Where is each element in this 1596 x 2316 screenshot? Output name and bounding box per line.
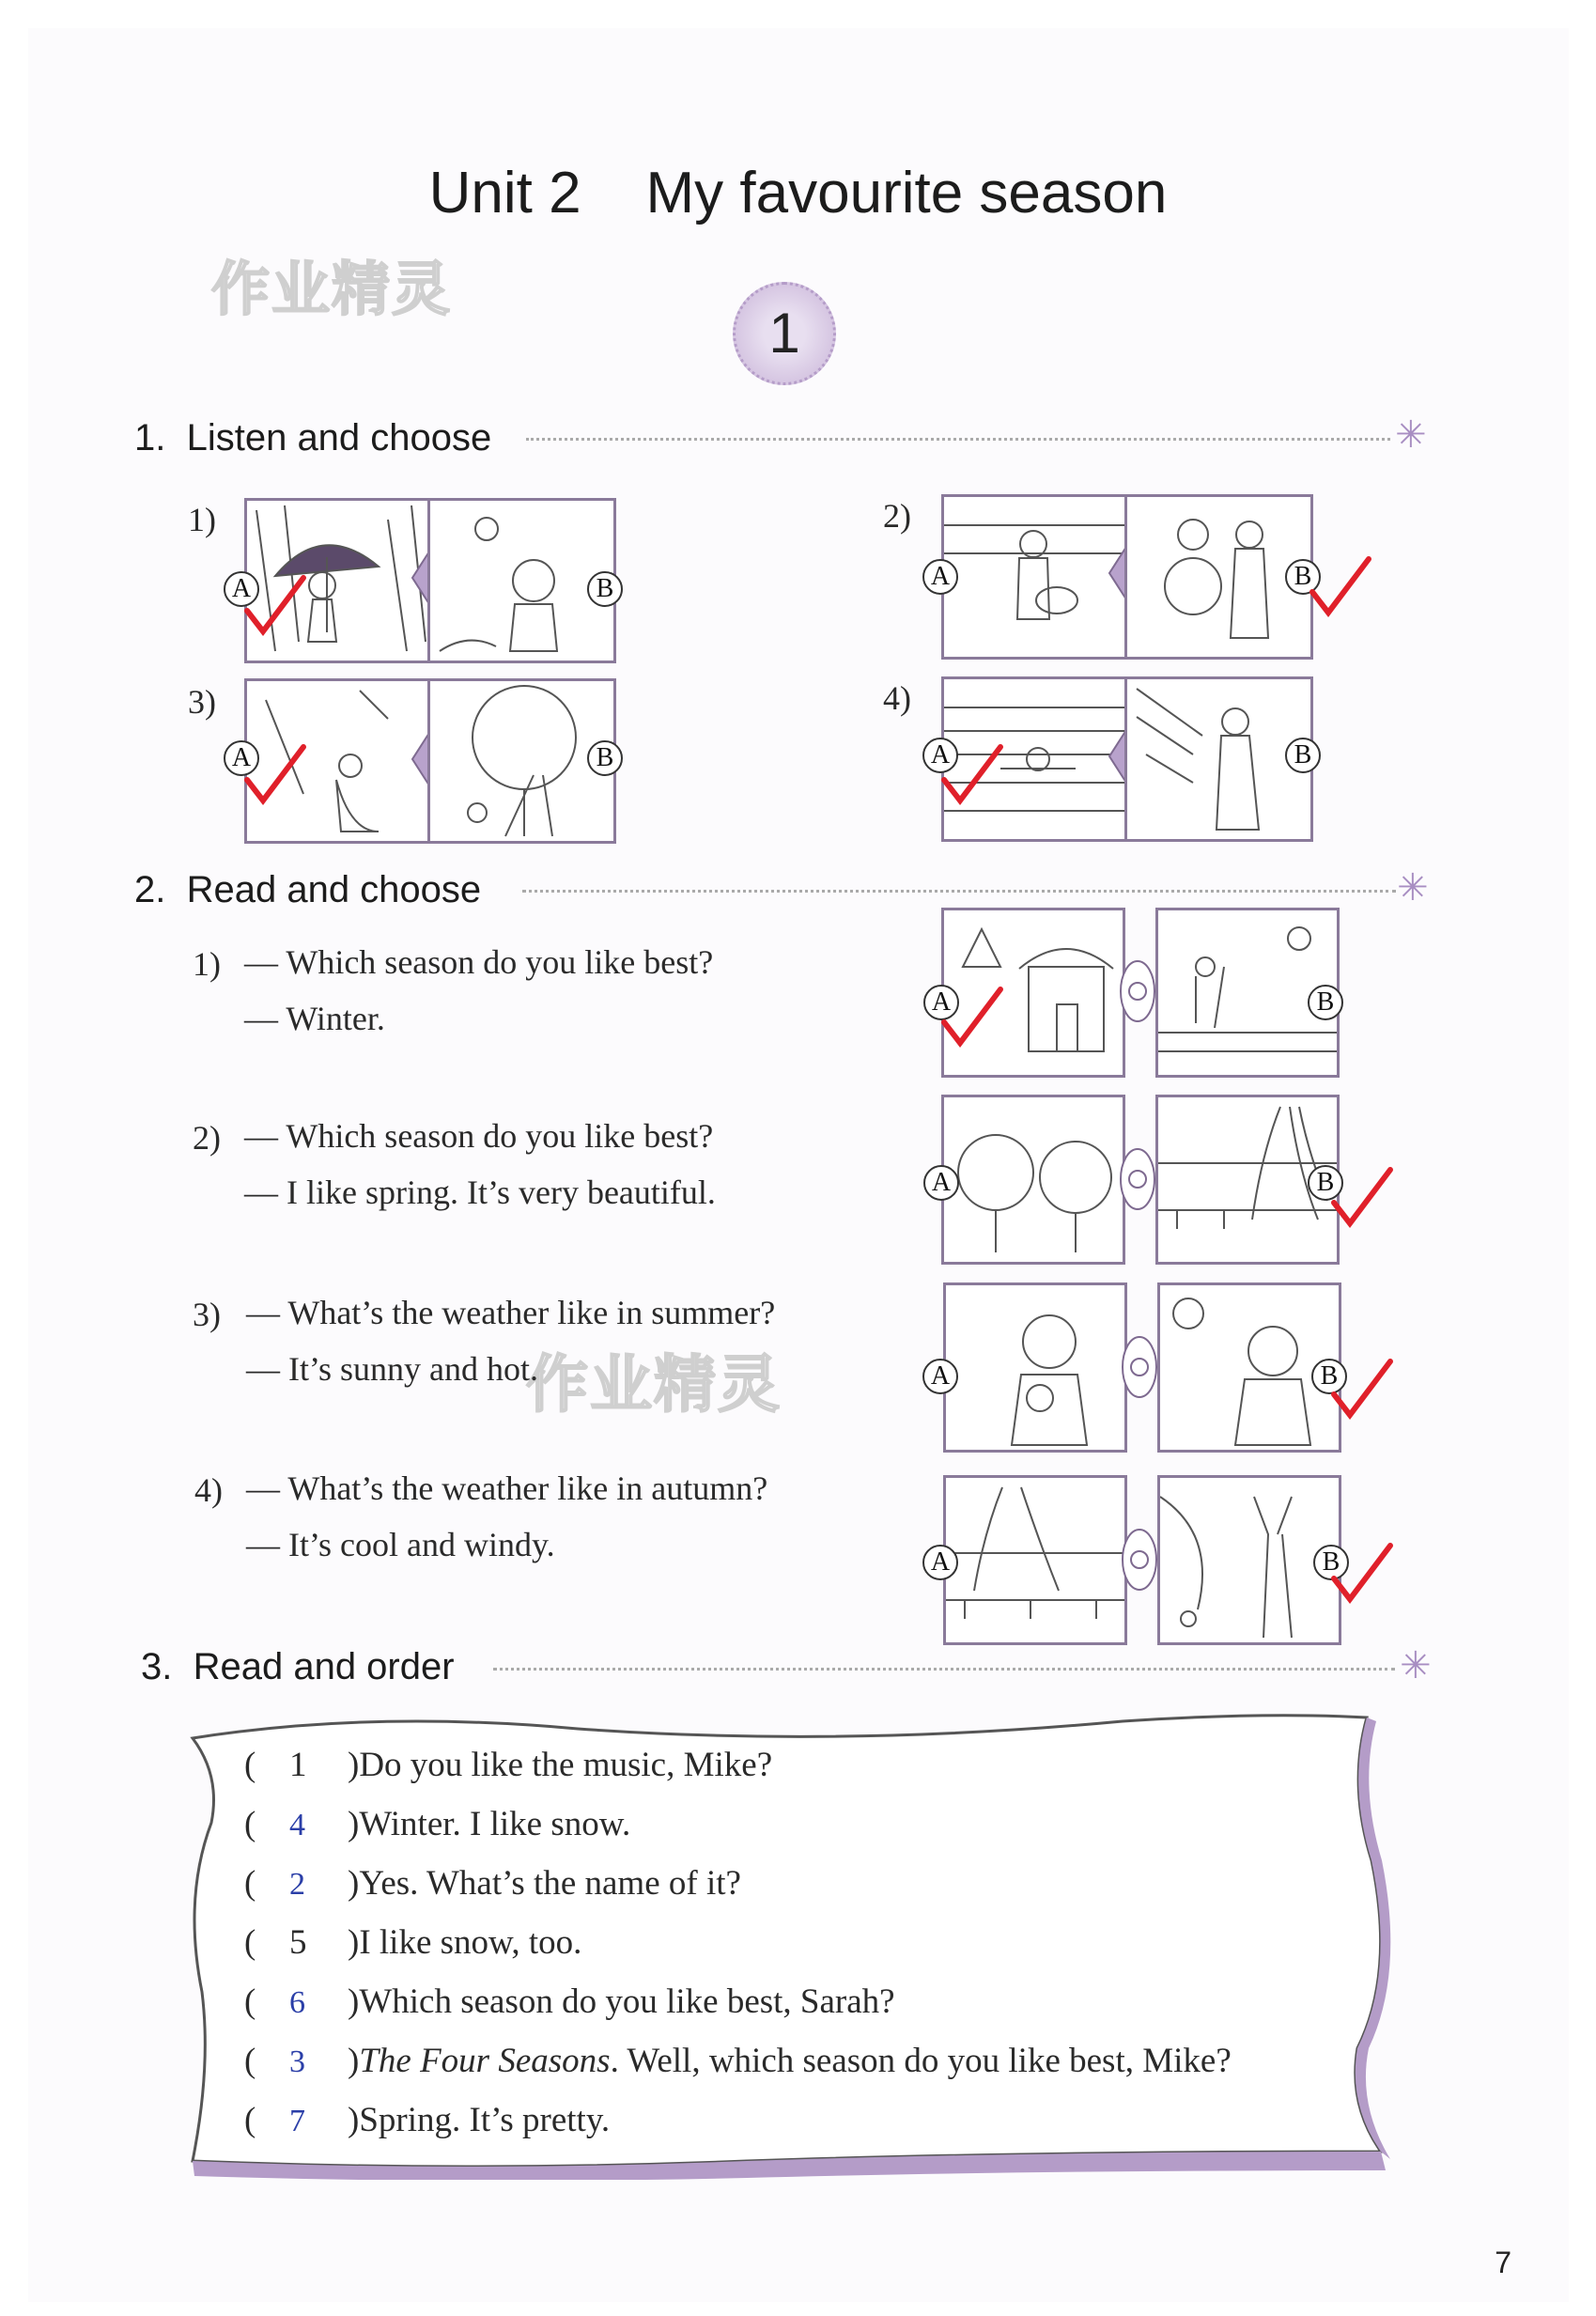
- s2-item-2-picture-a: [941, 1095, 1125, 1265]
- order-blank[interactable]: ( 4: [244, 1805, 305, 1843]
- flower-icon: ✳: [1397, 866, 1429, 909]
- s2-item-4-picture-a: [943, 1475, 1127, 1645]
- s1-item-4-number: 4): [883, 679, 911, 717]
- order-number: 4: [289, 1808, 305, 1842]
- check-mark-icon: [242, 742, 308, 808]
- s2-item-1-option-a[interactable]: A: [923, 985, 959, 1020]
- check-mark-icon: [1329, 1165, 1395, 1231]
- s2-item-3-answer: — It’s sunny and hot.: [246, 1350, 538, 1388]
- s2-item-1-option-b[interactable]: B: [1308, 985, 1343, 1020]
- song-title: The Four Seasons: [359, 2042, 611, 2080]
- s2-item-1-question: — Which season do you like best?: [244, 943, 714, 981]
- order-sentence: )Winter. I like snow.: [348, 1805, 631, 1843]
- s2-item-3-option-a[interactable]: A: [922, 1359, 958, 1394]
- order-sentence: )Do you like the music, Mike?: [348, 1746, 773, 1784]
- s2-item-2-answer: — I like spring. It’s very beautiful.: [244, 1174, 716, 1211]
- s2-item-2-question: — Which season do you like best?: [244, 1117, 714, 1155]
- check-mark-icon: [1308, 554, 1373, 620]
- s2-item-2-option-b[interactable]: B: [1308, 1165, 1343, 1201]
- s2-item-4-number: 4): [194, 1471, 223, 1509]
- s2-item-3-number: 3): [193, 1296, 221, 1333]
- page-number: 7: [1495, 2246, 1511, 2279]
- watermark-middle: 作业精灵: [526, 1348, 782, 1421]
- s1-item-3-option-a[interactable]: A: [224, 740, 259, 776]
- order-sentence: )Spring. It’s pretty.: [348, 2101, 611, 2139]
- page-title: Unit 2 My favourite season: [428, 161, 1168, 225]
- s2-item-1-answer: — Winter.: [244, 1000, 385, 1037]
- section-2-divider: [522, 890, 1396, 893]
- order-blank[interactable]: ( 3: [244, 2042, 305, 2080]
- section-1-heading: 1. Listen and choose: [134, 417, 492, 459]
- order-sentence: . Well, which season do you like best, Mike?: [610, 2042, 1232, 2080]
- order-number: 5: [289, 1923, 307, 1962]
- s1-item-1-option-b[interactable]: B: [587, 571, 623, 607]
- s2-item-4-option-a[interactable]: A: [922, 1545, 958, 1580]
- order-blank[interactable]: ( 6: [244, 1982, 305, 2021]
- s1-item-1-option-a[interactable]: A: [224, 571, 259, 607]
- order-blank[interactable]: ( 5: [244, 1923, 307, 1962]
- s1-item-4-option-b[interactable]: B: [1285, 738, 1321, 773]
- order-sentence: )I like snow, too.: [348, 1923, 582, 1962]
- s1-item-3-option-b[interactable]: B: [587, 740, 623, 776]
- s2-item-4-option-b[interactable]: B: [1313, 1545, 1349, 1580]
- s1-item-2-option-a[interactable]: A: [922, 559, 958, 595]
- order-row-1: [244, 1745, 772, 1785]
- s1-item-1-number: 1): [188, 501, 216, 538]
- lesson-number-badge: 1: [733, 282, 836, 385]
- order-blank[interactable]: ( 2: [244, 1864, 305, 1903]
- order-number: 6: [289, 1985, 305, 2020]
- order-number: 2: [289, 1867, 305, 1902]
- s2-item-3-option-b[interactable]: B: [1311, 1359, 1347, 1394]
- check-mark-icon: [1329, 1357, 1395, 1422]
- section-3-divider: [493, 1668, 1395, 1671]
- s2-item-4-question: — What’s the weather like in autumn?: [246, 1469, 768, 1507]
- s2-item-3-picture-a: [943, 1282, 1127, 1453]
- oval-connector-icon: [1118, 1146, 1157, 1212]
- s1-item-4-option-a[interactable]: A: [922, 738, 958, 773]
- s2-item-2-number: 2): [193, 1119, 221, 1157]
- s1-item-2-number: 2): [883, 497, 911, 535]
- watermark-top: 作业精灵: [211, 255, 453, 323]
- order-blank[interactable]: ( 7: [244, 2101, 305, 2139]
- section-2-heading: 2. Read and choose: [134, 869, 482, 910]
- flower-icon: ✳: [1395, 413, 1427, 457]
- check-mark-icon: [1329, 1541, 1395, 1607]
- order-number: 7: [289, 2104, 305, 2138]
- oval-connector-icon: [1118, 958, 1157, 1024]
- order-blank[interactable]: ( 1: [244, 1746, 307, 1784]
- order-row-4: [244, 1922, 581, 1963]
- s2-item-4-answer: — It’s cool and windy.: [246, 1526, 555, 1563]
- check-mark-icon: [242, 573, 308, 639]
- check-mark-icon: [939, 985, 1005, 1050]
- order-row-6: ( 3 )The Four Seasons. Well, which season do you like best, Mike?: [244, 2042, 1232, 2080]
- order-row-5: [244, 1982, 895, 2022]
- order-number: 3: [289, 2044, 305, 2079]
- order-sentence: )Which season do you like best, Sarah?: [348, 1982, 895, 2021]
- s1-item-2-option-b[interactable]: B: [1285, 559, 1321, 595]
- order-row-2: [244, 1804, 630, 1844]
- check-mark-icon: [939, 742, 1005, 808]
- section-1-divider: [526, 438, 1390, 441]
- section-3-heading: 3. Read and order: [141, 1646, 455, 1687]
- s2-item-2-option-a[interactable]: A: [923, 1165, 959, 1201]
- s2-item-1-number: 1): [193, 945, 221, 983]
- order-sentence: )Yes. What’s the name of it?: [348, 1864, 741, 1903]
- order-row-3: [244, 1863, 741, 1904]
- oval-connector-icon: [1120, 1334, 1159, 1400]
- s1-item-3-number: 3): [188, 683, 216, 721]
- s1-item-2-picture-a: [941, 494, 1130, 660]
- order-number: 1: [289, 1746, 307, 1784]
- order-row-7: [244, 2100, 610, 2140]
- oval-connector-icon: [1120, 1527, 1159, 1593]
- s2-item-3-question: — What’s the weather like in summer?: [246, 1294, 776, 1331]
- flower-icon: ✳: [1400, 1644, 1432, 1687]
